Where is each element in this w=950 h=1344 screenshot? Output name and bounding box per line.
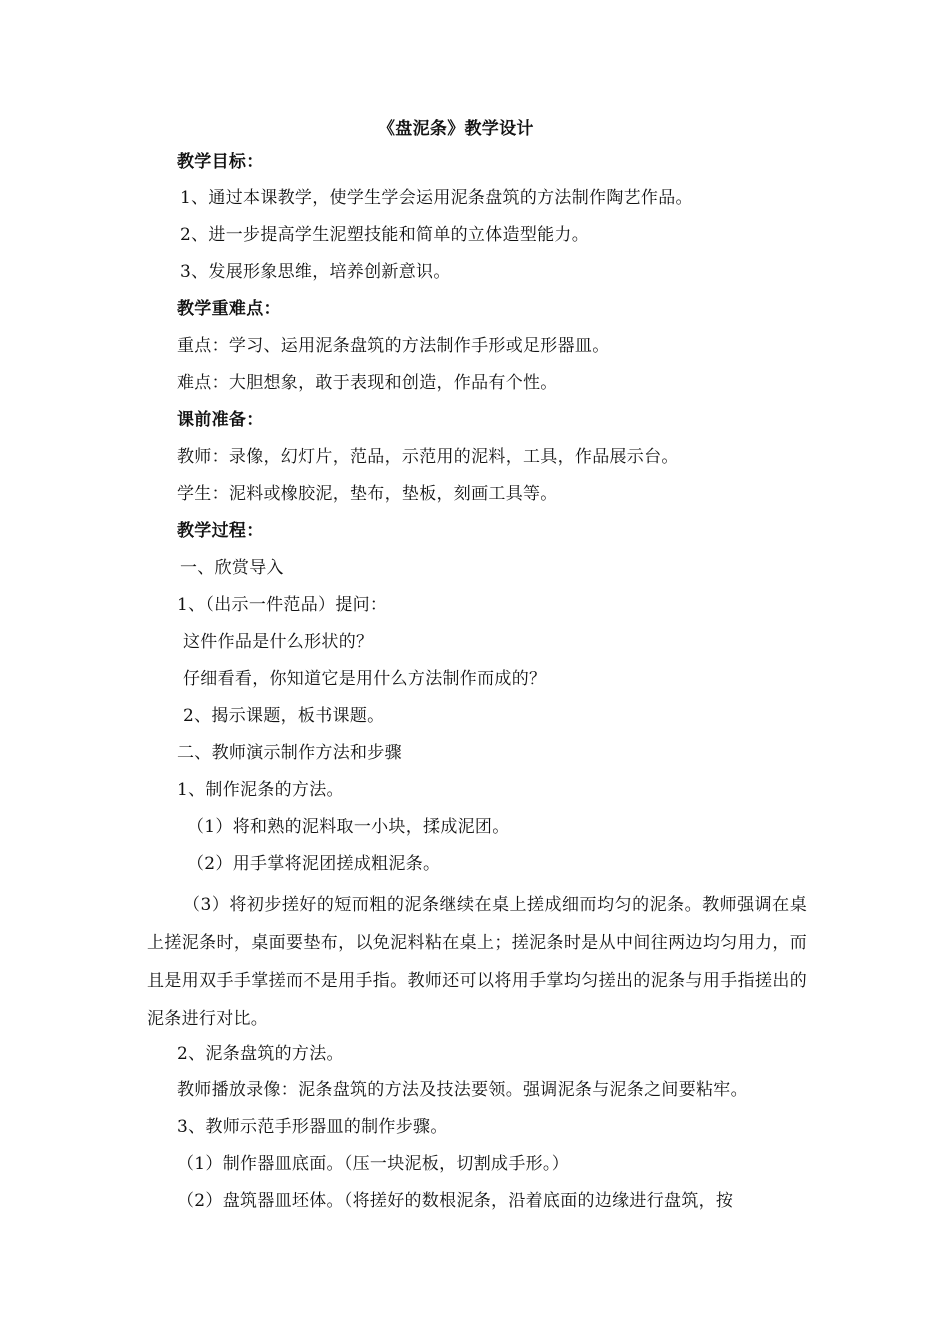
objective-item-3: 3、发展形象思维，培养创新意识。 [180,262,451,282]
section-1-question-2: 仔细看看，你知道它是用什么方法制作而成的？ [183,669,547,689]
section-1-title: 一、欣赏导入 [180,558,284,578]
difficulty-text: 难点：大胆想象，敢于表现和创造，作品有个性。 [177,373,558,393]
section-2-substep-1: （1）将和熟的泥料取一小块，揉成泥团。 [187,817,510,837]
section-1-step-1: 1、（出示一件范品）提问： [177,595,388,615]
section-2-step-1: 1、制作泥条的方法。 [177,780,344,800]
section-2-substep-3-paragraph: （3）将初步搓好的短而粗的泥条继续在桌上搓成细而均匀的泥条。教师强调在桌上搓泥条时，桌面要垫布，以免泥料粘在桌上；搓泥条时是从中间往两边均匀用力，而且是用双手手掌搓而不是用手指。教师还可以将用手掌均匀搓出的泥条与用手指搓出的泥条进行对比。 [147,895,807,1029]
teacher-preparation: 教师：录像，幻灯片，范品，示范用的泥料，工具，作品展示台。 [177,447,679,467]
student-preparation: 学生：泥料或橡胶泥，垫布，垫板，刻画工具等。 [177,484,558,504]
preparation-heading: 课前准备： [177,410,264,430]
section-1-question-1: 这件作品是什么形状的？ [183,632,374,652]
process-heading: 教学过程： [177,521,264,541]
section-2-step-2: 2、泥条盘筑的方法。 [177,1044,344,1064]
key-points-heading: 教学重难点： [177,299,281,319]
objective-item-2: 2、进一步提高学生泥塑技能和简单的立体造型能力。 [180,225,590,245]
document-title: 《盘泥条》教学设计 [378,119,534,139]
key-point-text: 重点：学习、运用泥条盘筑的方法制作手形或足形器皿。 [177,336,610,356]
section-2-title: 二、教师演示制作方法和步骤 [177,743,402,763]
section-2-substep-2: （2）用手掌将泥团搓成粗泥条。 [187,854,441,874]
section-1-step-2: 2、揭示课题，板书课题。 [183,706,385,726]
section-2-step-3-substep-2: （2）盘筑器皿坯体。（将搓好的数根泥条，沿着底面的边缘进行盘筑，按 [177,1191,734,1211]
section-2-step-3-substep-1: （1）制作器皿底面。（压一块泥板，切割成手形。） [177,1154,570,1174]
objectives-heading: 教学目标： [177,152,264,172]
section-2-step-2-detail: 教师播放录像：泥条盘筑的方法及技法要领。强调泥条与泥条之间要粘牢。 [177,1080,748,1100]
objective-item-1: 1、通过本课教学，使学生学会运用泥条盘筑的方法制作陶艺作品。 [180,188,693,208]
section-2-step-3: 3、教师示范手形器皿的制作步骤。 [177,1117,448,1137]
